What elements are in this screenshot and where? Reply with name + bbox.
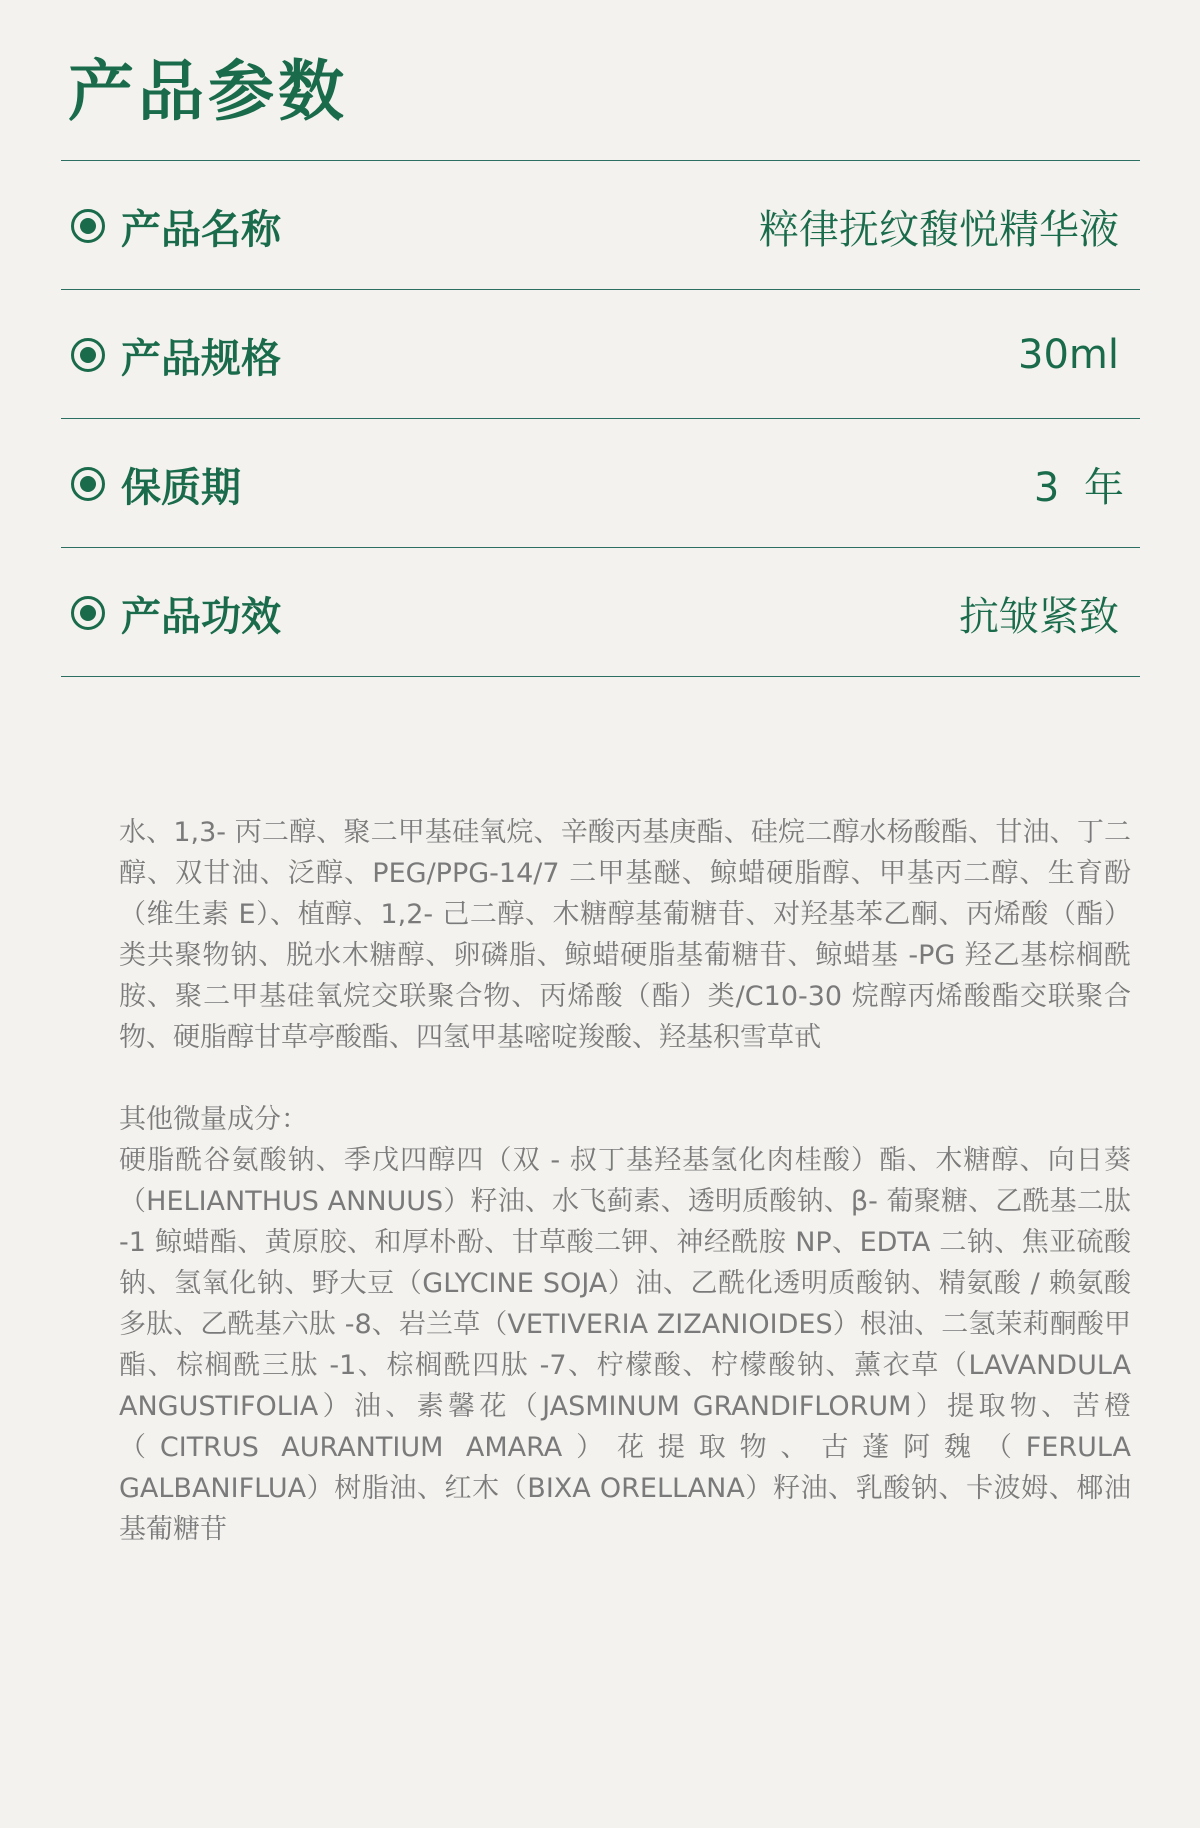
ingredients-section <box>119 812 1131 1550</box>
param-label: 产品名称 <box>121 206 281 253</box>
param-value: 抗皱紧致 <box>959 593 1119 640</box>
ingredients-other: 硬脂酰谷氨酸钠、季戊四醇四（双 - 叔丁基羟基氢化肉桂酸）酯、木糖醇、向日葵（HELIANTHUS ANNUUS）籽油、水飞蓟素、透明质酸钠、β- 葡聚糖、乙酰基二肽 -1 鲸蜡酯、黄原胶、和厚朴酚、甘草酸二钾、神经酰胺 NP、EDTA 二钠、焦亚硫酸钠、氢氧化钠、野大豆（GLYCINE SOJA）油、乙酰化透明质酸钠、精氨酸 / 赖氨酸多肽、乙酰基六肽 -8、岩兰草（VETIVERIA ZIZANIOIDES）根油、二氢茉莉酮酸甲酯、棕榈酰三肽 -1、棕榈酰四肽 -7、柠檬酸、柠檬酸钠、薰衣草（LAVANDULA ANGUSTIFOLIA）油、素馨花（JASMINUM GRANDIFLORUM）提取物、苦橙（CITRUS AURANTIUM AMARA）花提取物、古蓬阿魏（FERULA GALBANIFLUA）树脂油、红木（BIXA ORELLANA）籽油、乳酸钠、卡波姆、椰油基葡糖苷 <box>119 1145 1131 1545</box>
param-value: 粹律抚纹馥悦精华液 <box>759 206 1119 253</box>
param-row-name <box>61 161 1140 290</box>
ingredients-main: 水、1,3- 丙二醇、聚二甲基硅氧烷、辛酸丙基庚酯、硅烷二醇水杨酸酯、甘油、丁二醇、双甘油、泛醇、PEG/PPG-14/7 二甲基醚、鲸蜡硬脂醇、甲基丙二醇、生育酚（维生素 E）、植醇、1,2- 己二醇、木糖醇基葡糖苷、对羟基苯乙酮、丙烯酸（酯）类共聚物钠、脱水木糖醇、卵磷脂、鲸蜡硬脂基葡糖苷、鲸蜡基 -PG 羟乙基棕榈酰胺、聚二甲基硅氧烷交联聚合物、丙烯酸（酯）类/C10-30 烷醇丙烯酸酯交联聚合物、硬脂醇甘草亭酸酯、四氢甲基嘧啶羧酸、羟基积雪草甙 <box>119 817 1131 1053</box>
radio-bullet-icon <box>71 338 105 372</box>
param-row-shelf-life <box>61 419 1140 548</box>
page-title: 产品参数 <box>68 52 348 130</box>
product-params-table <box>61 160 1140 677</box>
radio-bullet-icon <box>71 209 105 243</box>
param-label: 产品功效 <box>121 593 281 640</box>
param-row-effect <box>61 548 1140 677</box>
radio-bullet-icon <box>71 467 105 501</box>
param-label: 保质期 <box>121 464 241 511</box>
ingredients-other-heading: 其他微量成分： <box>119 1104 308 1135</box>
param-value: 3 年 <box>1033 464 1130 511</box>
param-label: 产品规格 <box>121 335 281 382</box>
param-row-size <box>61 290 1140 419</box>
param-value: 30ml <box>1018 332 1119 378</box>
radio-bullet-icon <box>71 596 105 630</box>
